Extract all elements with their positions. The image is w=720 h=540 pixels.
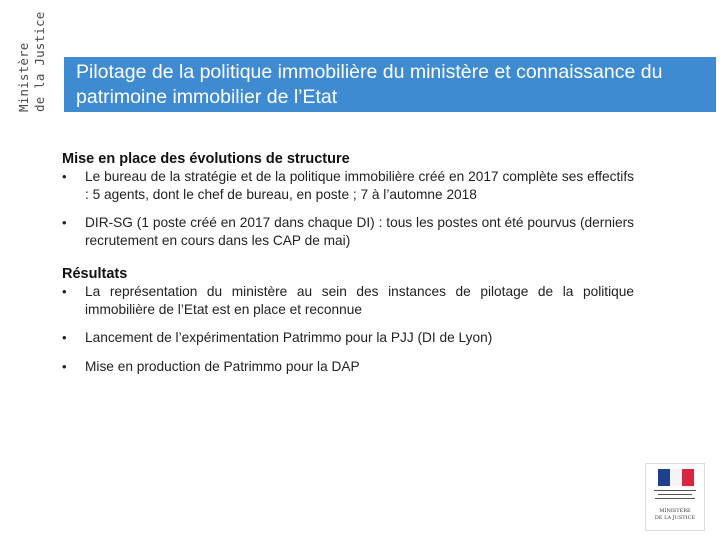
logo-rule [655, 498, 695, 499]
section-heading-structure: Mise en place des évolutions de structure [62, 151, 350, 167]
slide-title: Pilotage de la politique immobilière du ministère et connaissance du patrimoine immobilier de l’Etat [76, 61, 663, 108]
list-item [62, 214, 634, 249]
ministry-vertical-brand [18, 12, 46, 112]
structure-bullet-list [62, 168, 634, 249]
french-flag-icon [658, 469, 694, 486]
logo-rule [654, 490, 696, 491]
logo-rule [658, 494, 692, 495]
list-item-text: Mise en production de Patrimmo pour la DAP [85, 358, 360, 374]
list-item-text: Le bureau de la stratégie et de la politique immobilière créé en 2017 complète ses effectifs : 5 agents, dont le chef de bureau, en poste ; 7 à l’automne 2018 [85, 169, 634, 202]
title-banner [64, 57, 716, 112]
brand-line-2: de la Justice [31, 11, 47, 112]
brand-line-1: Ministère [16, 42, 31, 112]
section-heading-results: Résultats [62, 266, 128, 282]
list-item [62, 168, 634, 203]
list-item [62, 283, 634, 318]
list-item-text: DIR-SG (1 poste créé en 2017 dans chaque DI) : tous les postes ont été pourvus (derniers recrutement en cours dans les CAP de mai) [85, 215, 634, 248]
results-bullet-list [62, 283, 634, 375]
bullet-icon: • [62, 169, 67, 184]
slide-content [62, 150, 634, 375]
list-item [62, 358, 634, 376]
list-item-text: Lancement de l’expérimentation Patrimmo pour la PJJ (DI de Lyon) [85, 330, 493, 345]
list-item [62, 329, 634, 347]
bullet-icon: • [62, 215, 67, 230]
list-item-text: La représentation du ministère au sein des instances de pilotage de la politique immobilière de l’Etat est en place et reconnue [85, 284, 634, 317]
ministry-logo [645, 463, 705, 531]
logo-text-line-2: DE LA JUSTICE [654, 515, 696, 521]
logo-text-line-1: MINISTÈRE [659, 508, 691, 514]
bullet-icon: • [62, 330, 67, 345]
bullet-icon: • [62, 284, 67, 299]
bullet-icon: • [62, 358, 67, 374]
